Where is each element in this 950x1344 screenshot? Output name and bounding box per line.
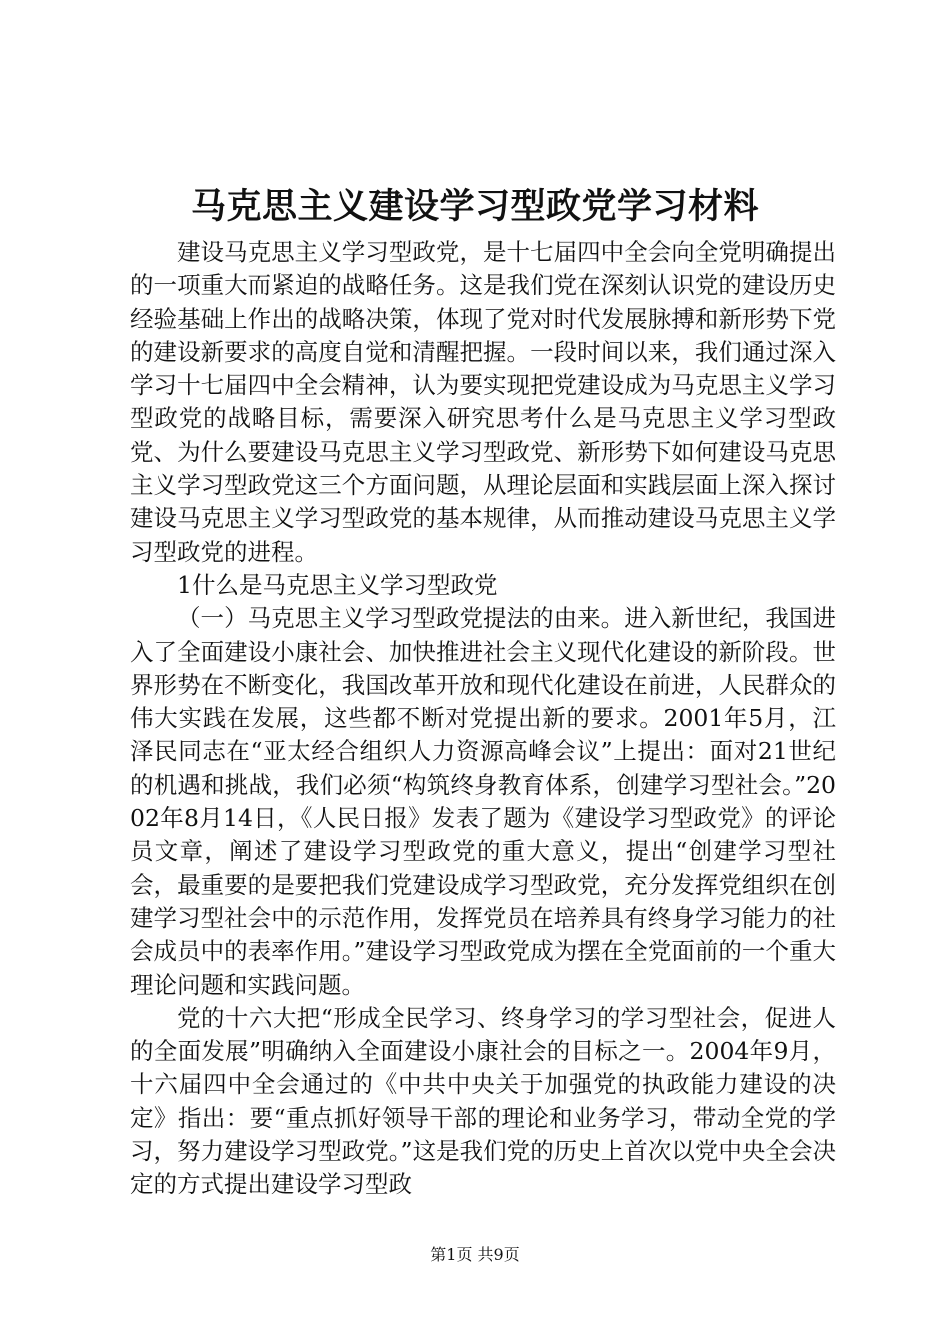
congress-paragraph: 党的十六大把“形成全民学习、终身学习的学习型社会，促进人的全面发展”明确纳入全面建设小康社会的目标之一。2004年9月，十六届四中全会通过的《中共中央关于加强党的执政能力建设的决定》指出：要“重点抓好领导干部的理论和业务学习，带动全党的学习，努力建设学习型政党。”这是我们党的历史上首次以党中央全会决定的方式提出建设学习型政 bbox=[130, 1003, 836, 1199]
section-heading: 1什么是马克思主义学习型政党 bbox=[177, 570, 498, 599]
page-number-footer: 第1页 共9页 bbox=[430, 1245, 520, 1264]
document-body bbox=[130, 236, 836, 1202]
document-title: 马克思主义建设学习型政党学习材料 bbox=[190, 186, 759, 227]
intro-paragraph: 建设马克思主义学习型政党，是十七届四中全会向全党明确提出的一项重大而紧迫的战略任务。这是我们党在深刻认识党的建设历史经验基础上作出的战略决策，体现了党对时代发展脉搏和新形势下党的建设新要求的高度自觉和清醒把握。一段时间以来，我们通过深入学习十七届四中全会精神，认为要实现把党建设成为马克思主义学习型政党的战略目标，需要深入研究思考什么是马克思主义学习型政党、为什么要建设马克思主义学习型政党、新形势下如何建设马克思主义学习型政党这三个方面问题，从理论层面和实践层面上深入探讨建设马克思主义学习型政党的基本规律，从而推动建设马克思主义学习型政党的进程。 bbox=[130, 238, 836, 566]
origin-paragraph: （一）马克思主义学习型政党提法的由来。进入新世纪，我国进入了全面建设小康社会、加快推进社会主义现代化建设的新阶段。世界形势在不断变化，我国改革开放和现代化建设在前进，人民群众的伟大实践在发展，这些都不断对党提出新的要求。2001年5月，江泽民同志在“亚太经合组织人力资源高峰会议”上提出：面对21世纪的机遇和挑战，我们必须“构筑终身教育体系，创建学习型社会。”2002年8月14日，《人民日报》发表了题为《建设学习型政党》的评论员文章，阐述了建设学习型政党的重大意义，提出“创建学习型社会，最重要的是要把我们党建设成学习型政党，充分发挥党组织在创建学习型社会中的示范作用，发挥党员在培养具有终身学习能力的社会成员中的表率作用。”建设学习型政党成为摆在全党面前的一个重大理论问题和实践问题。 bbox=[130, 604, 836, 999]
